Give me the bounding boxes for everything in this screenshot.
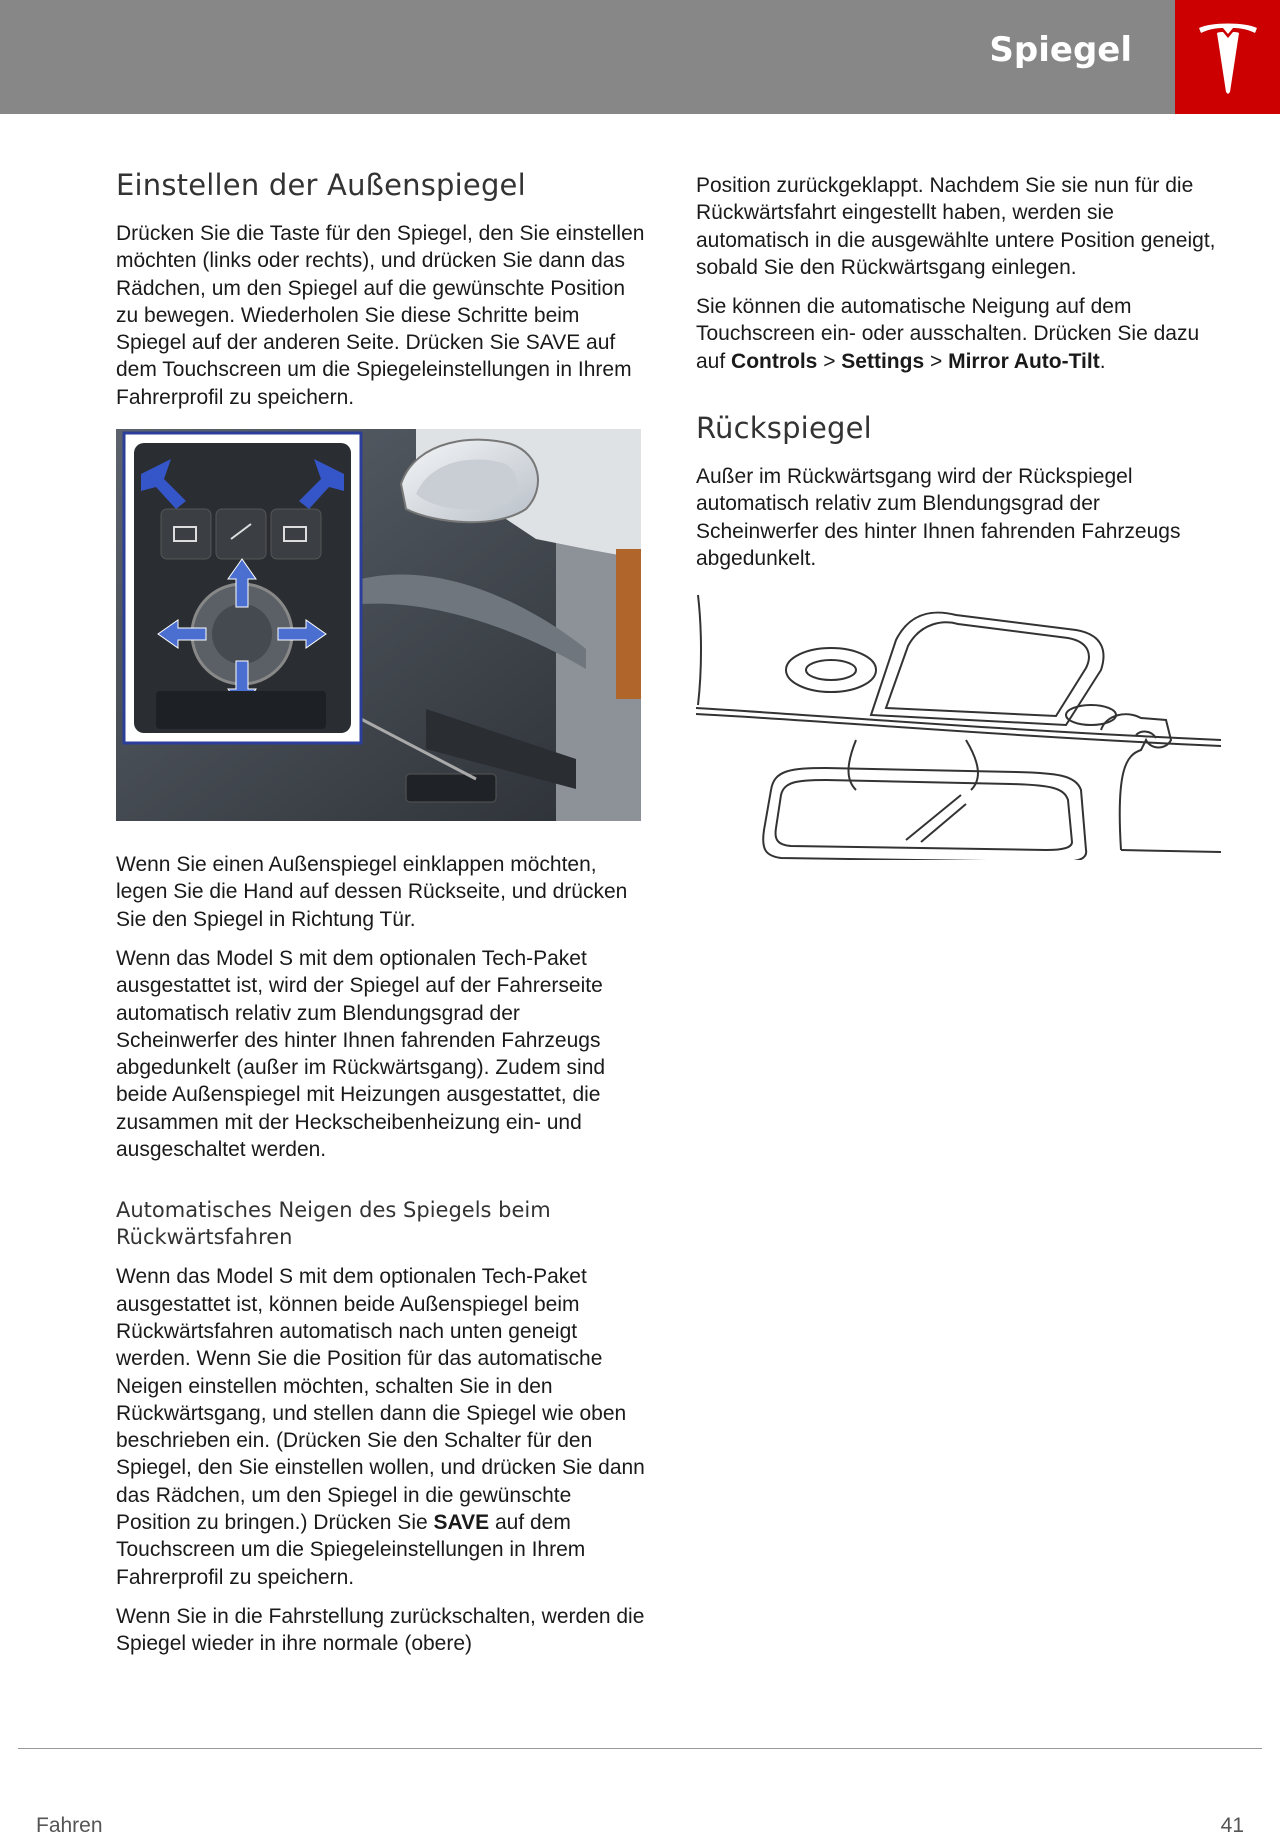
tesla-logo <box>1175 0 1280 114</box>
right-column <box>696 172 1226 860</box>
paragraph: Position zurückgeklappt. Nachdem Sie sie nun für die Rückwärtsfahrt eingestellt haben, werden sie automatisch in die ausgewählte untere Position geneigt, sobald Sie den Rückwärtsgang einlegen. <box>696 174 1216 279</box>
rearview-mirror-illustration <box>696 590 1226 860</box>
page-title: Spiegel <box>989 30 1132 70</box>
section-heading-rearview-mirror: Rückspiegel <box>696 411 872 446</box>
bold-text: Controls <box>731 349 818 373</box>
door-panel-image <box>116 429 641 821</box>
paragraph <box>116 1263 646 1591</box>
text: Wenn das Model S mit dem optionalen Tech-Paket ausgestattet ist, können beide Außenspiegel beim Rückwärtsfahren automatisch nach unten geneigt werden. Wenn Sie die Position für das automatische Neigen einstellen möchten, schalten Sie in den Rückwärtsgang, und stellen dann die Spiegel wie oben beschrieben ein. (Drücken Sie den Schalter für den Spiegel, den Sie einstellen wollen, und drücken Sie dann das Rädchen, um den Spiegel in die gewünschte Position zu bringen.) Drücken Sie <box>116 1265 645 1535</box>
bold-text: Mirror Auto-Tilt <box>948 349 1100 373</box>
text: Sie können die automatische Neigung auf dem Touchscreen ein- oder ausschalten. Drücken Sie dazu auf <box>696 295 1200 373</box>
paragraph: Wenn Sie in die Fahrstellung zurückschalten, werden die Spiegel wieder in ihre normale (obere) <box>116 1604 645 1656</box>
mirror-controls-illustration <box>116 429 641 821</box>
page-header <box>0 0 1280 114</box>
footer-section-name: Fahren <box>36 1814 103 1837</box>
page-number: 41 <box>1220 1814 1244 1837</box>
text: > <box>817 349 842 373</box>
left-column <box>116 168 646 1670</box>
bold-text: SAVE <box>433 1511 490 1535</box>
paragraph: Wenn das Model S mit dem optionalen Tech-Paket ausgestattet ist, wird der Spiegel auf der Fahrerseite automatisch relativ zum Blendungsgrad der Scheinwerfer des hinter Ihnen fahrenden Fahrzeugs abgedunkelt (außer im Rückwärtsgang). Zudem sind beide Außenspiegel mit Heizungen ausgestattet, die zusammen mit der Heckscheibenheizung ein- und ausgeschaltet werden. <box>116 946 606 1162</box>
tesla-t-icon <box>1197 20 1259 94</box>
section-heading-exterior-mirrors: Einstellen der Außenspiegel <box>116 168 526 202</box>
bold-text: Settings <box>841 349 925 373</box>
subheading-auto-tilt: Automatisches Neigen des Spiegels beim Rückwärtsfahren <box>116 1198 551 1250</box>
text: . <box>1099 349 1106 373</box>
paragraph: Außer im Rückwärtsgang wird der Rückspiegel automatisch relativ zum Blendungsgrad der Scheinwerfer des hinter Ihnen fahrenden Fahrzeugs abgedunkelt. <box>696 465 1181 570</box>
paragraph: Wenn Sie einen Außenspiegel einklappen möchten, legen Sie die Hand auf dessen Rückseite, und drücken Sie den Spiegel in Richtung Tür. <box>116 853 628 931</box>
paragraph: Drücken Sie die Taste für den Spiegel, den Sie einstellen möchten (links oder rechts), und drücken Sie dann das Rädchen, um den Spiegel auf die gewünschte Position zu bewegen. Wiederholen Sie diese Schritte beim Spiegel auf der anderen Seite. Drücken Sie SAVE auf dem Touchscreen um die Spiegeleinstellungen in Ihrem Fahrerprofil zu speichern. <box>116 222 645 409</box>
footer-divider <box>18 1748 1262 1749</box>
paragraph <box>696 293 1226 375</box>
rearview-mirror-image <box>696 590 1226 860</box>
text: auf dem Touchscreen um die Spiegeleinstellungen in Ihrem Fahrerprofil zu speichern. <box>116 1511 586 1589</box>
text: > <box>924 349 949 373</box>
